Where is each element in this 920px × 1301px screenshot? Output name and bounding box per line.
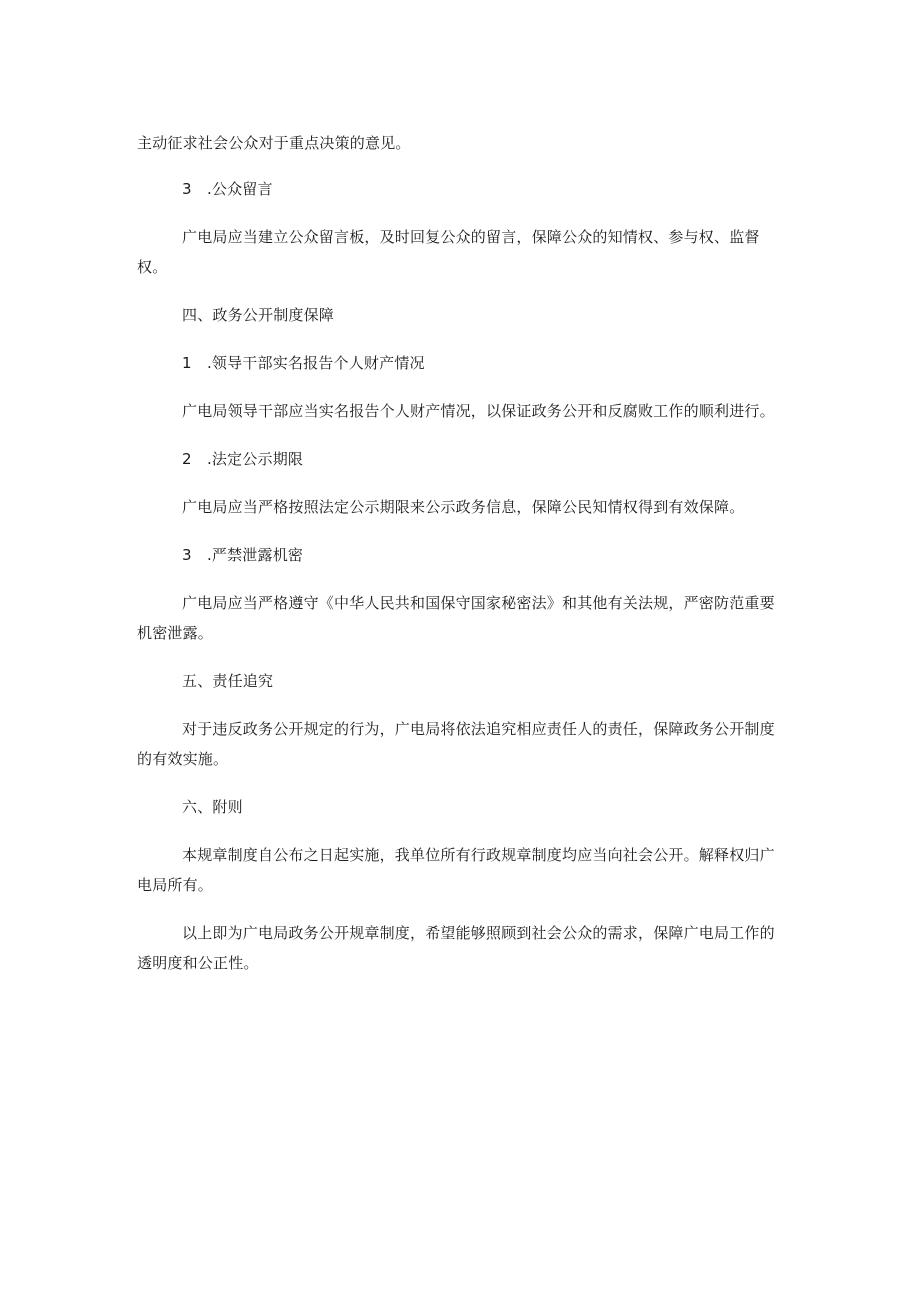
subheading-public-messages: 3 .公众留言 — [182, 180, 273, 198]
paragraph-accountability: 对于违反政务公开规定的行为，广电局将依法追究相应责任人的责任，保障政务公开制度的有效实施。 — [137, 720, 775, 768]
subheading-asset-report: 1 .领导干部实名报告个人财产情况 — [182, 354, 425, 372]
document-body — [137, 128, 785, 978]
paragraph-no-leaks: 广电局应当严格遵守《中华人民共和国保守国家秘密法》和其他有关法规，严密防范重要机密泄露。 — [137, 594, 775, 642]
paragraph-supplementary: 本规章制度自公布之日起实施，我单位所有行政规章制度均应当向社会公开。解释权归广电局所有。 — [137, 846, 775, 894]
heading-section-four: 四、政务公开制度保障 — [182, 306, 335, 324]
subheading-no-leaks: 3 .严禁泄露机密 — [182, 546, 304, 564]
paragraph-disclosure-period: 广电局应当严格按照法定公示期限来公示政务信息，保障公民知情权得到有效保障。 — [182, 498, 745, 516]
paragraph-message-board: 广电局应当建立公众留言板，及时回复公众的留言，保障公众的知情权、参与权、监督权。 — [137, 228, 760, 276]
heading-section-five: 五、责任追究 — [182, 672, 274, 690]
paragraph-asset-report: 广电局领导干部应当实名报告个人财产情况，以保证政务公开和反腐败工作的顺利进行。 — [182, 402, 775, 420]
paragraph-continuation: 主动征求社会公众对于重点决策的意见。 — [137, 134, 411, 152]
subheading-disclosure-period: 2 .法定公示期限 — [182, 450, 304, 468]
heading-section-six: 六、附则 — [182, 798, 243, 816]
paragraph-conclusion: 以上即为广电局政务公开规章制度，希望能够照顾到社会公众的需求，保障广电局工作的透明度和公正性。 — [137, 924, 775, 972]
